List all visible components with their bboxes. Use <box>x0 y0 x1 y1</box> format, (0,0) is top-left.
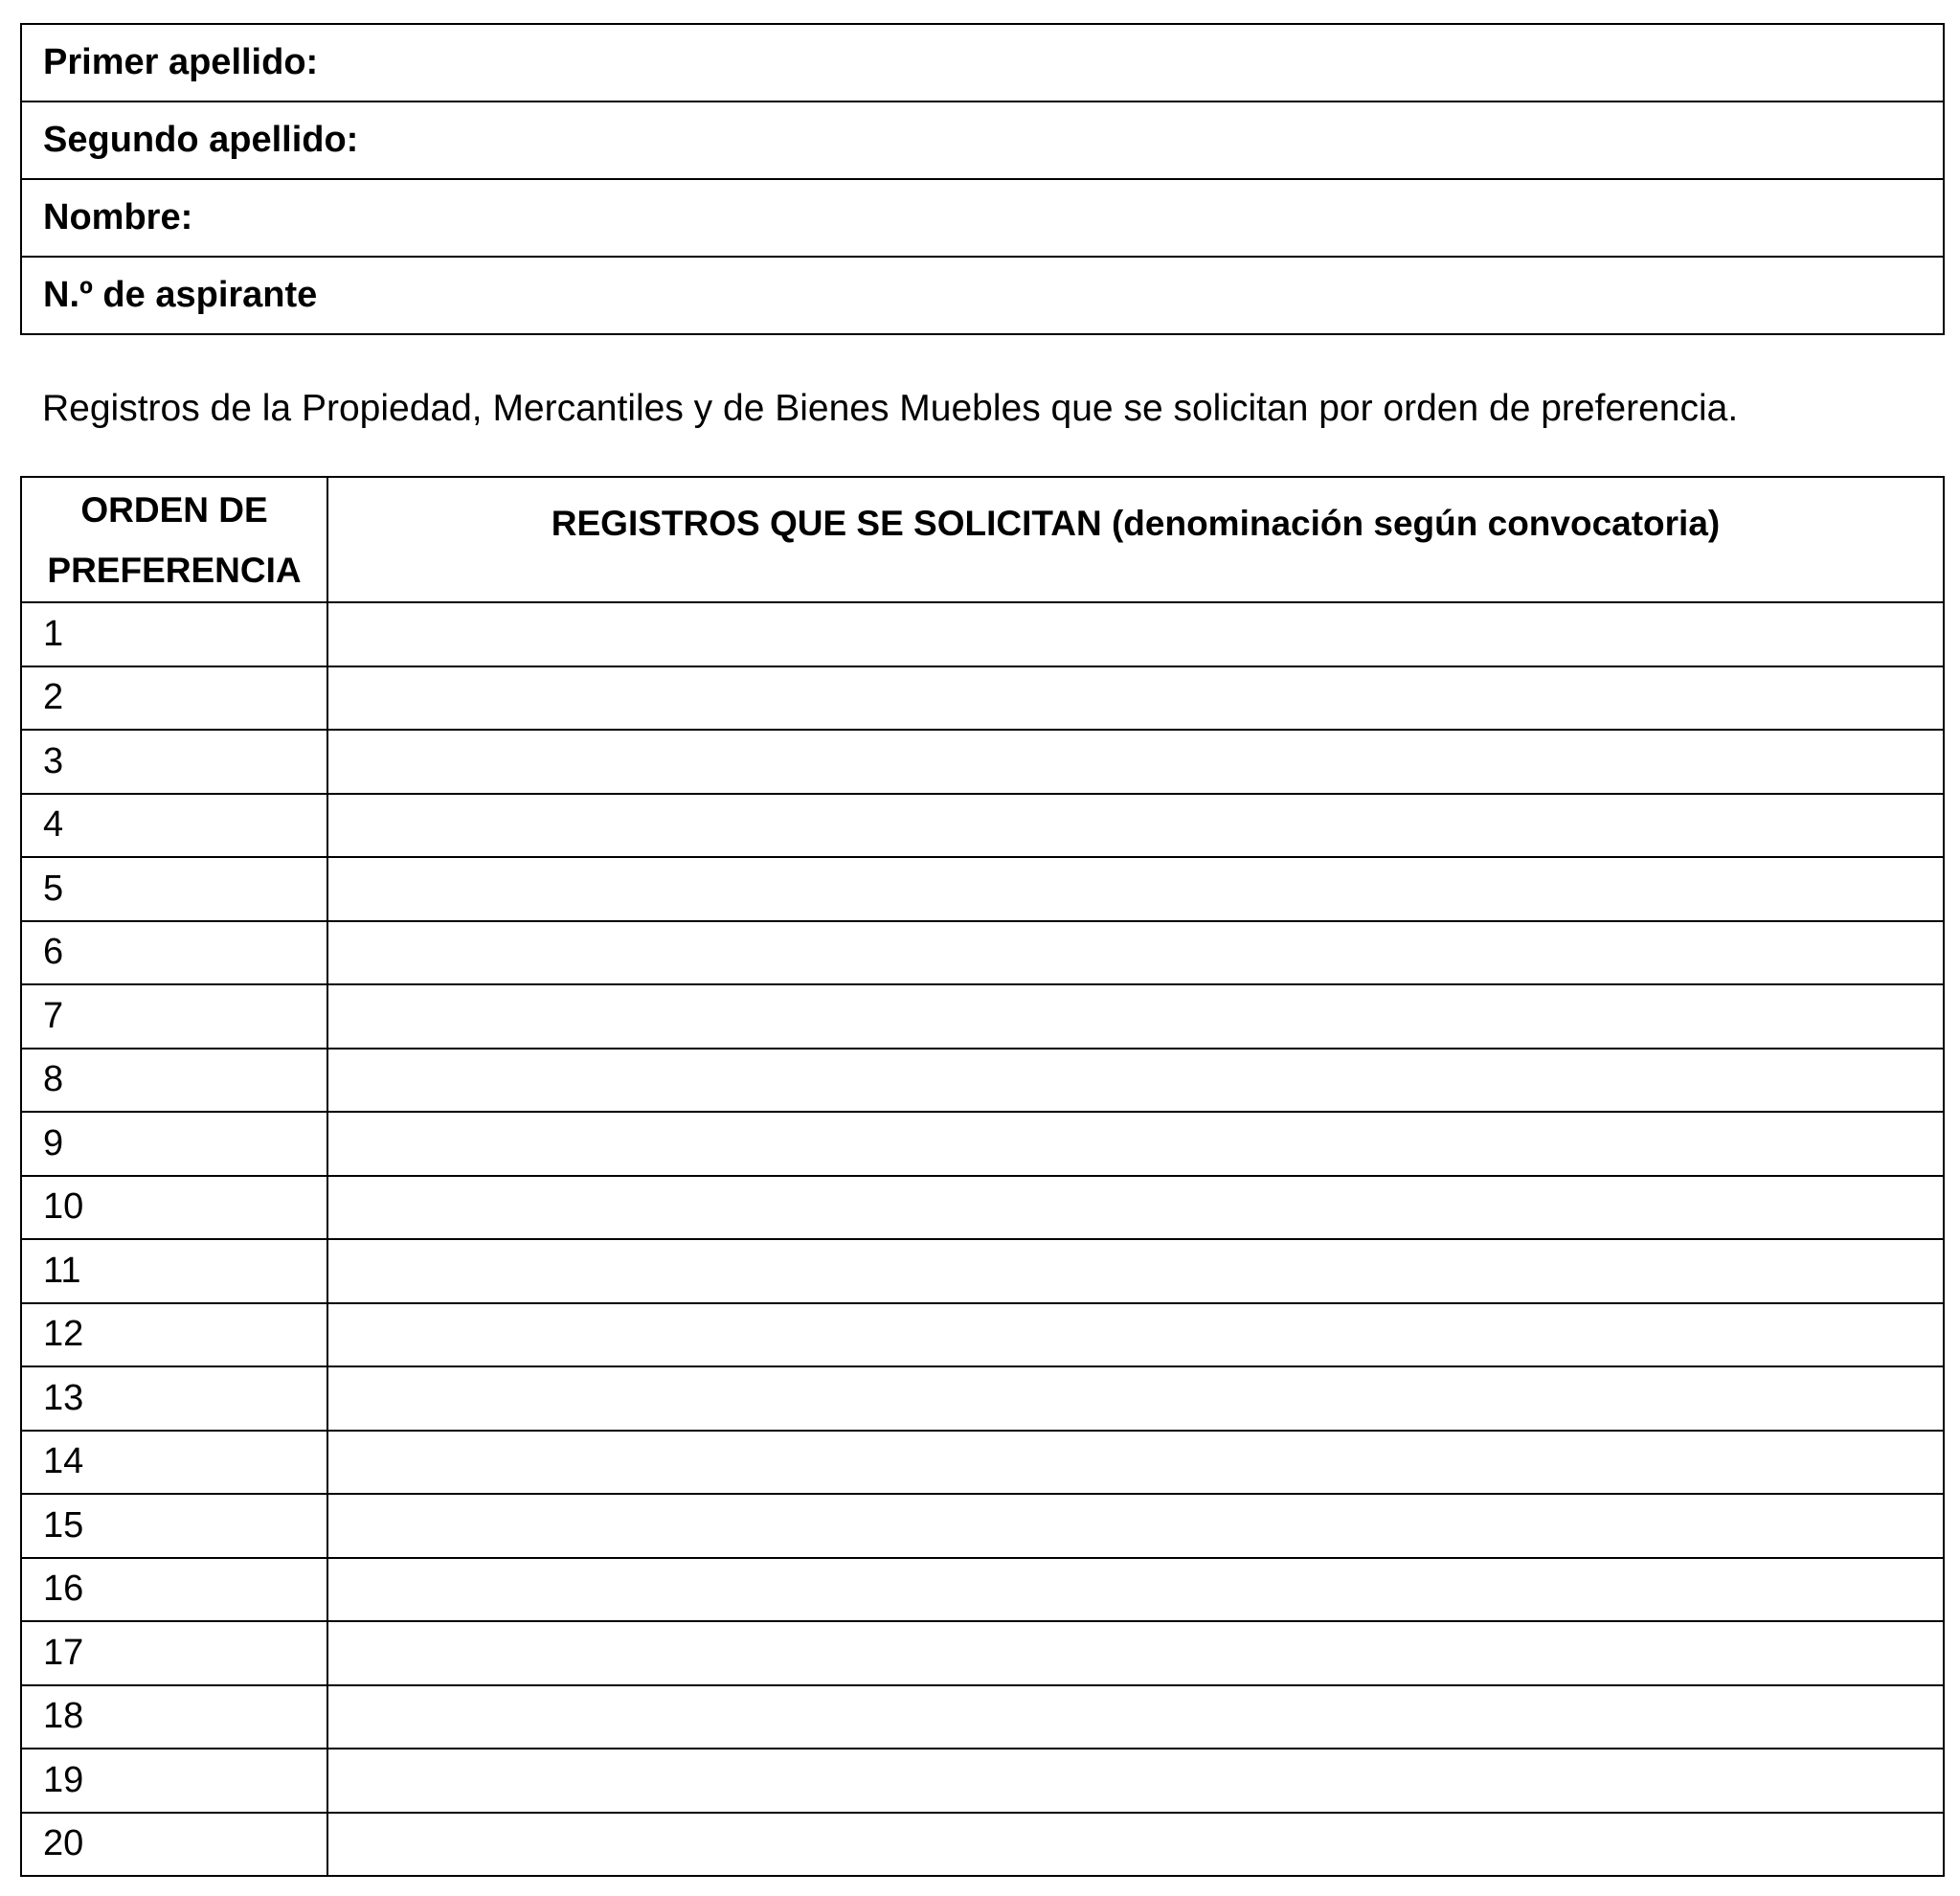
registry-entry-cell[interactable] <box>327 1813 1944 1877</box>
order-column-header <box>21 477 327 602</box>
registry-entry-cell[interactable] <box>327 1494 1944 1558</box>
order-number: 7 <box>21 984 327 1049</box>
table-row <box>21 1558 1944 1622</box>
name-row <box>21 179 1944 257</box>
order-number: 17 <box>21 1621 327 1685</box>
table-row <box>21 1049 1944 1113</box>
intro-text: Registros de la Propiedad, Mercantiles y de Bienes Muebles que se solicitan por orden de preferencia. <box>42 388 1739 429</box>
table-row <box>21 1621 1944 1685</box>
registry-entry-cell[interactable] <box>327 984 1944 1049</box>
order-number: 12 <box>21 1303 327 1367</box>
table-row <box>21 1749 1944 1813</box>
registry-entry-cell[interactable] <box>327 730 1944 794</box>
first-surname-label: Primer apellido: <box>43 42 319 82</box>
second-surname-row <box>21 102 1944 179</box>
registry-entry-cell[interactable] <box>327 1176 1944 1240</box>
order-header-line1: ORDEN DE <box>80 489 268 530</box>
first-surname-field[interactable] <box>21 24 1944 102</box>
registry-entry-cell[interactable] <box>327 794 1944 858</box>
second-surname-label: Segundo apellido: <box>43 120 359 160</box>
registry-entry-cell[interactable] <box>327 1685 1944 1749</box>
order-number: 18 <box>21 1685 327 1749</box>
registry-entry-cell[interactable] <box>327 1303 1944 1367</box>
table-row <box>21 984 1944 1049</box>
table-row <box>21 1112 1944 1176</box>
name-field[interactable] <box>21 179 1944 257</box>
order-number: 10 <box>21 1176 327 1240</box>
second-surname-field[interactable] <box>21 102 1944 179</box>
applicant-number-row <box>21 257 1944 334</box>
order-number: 14 <box>21 1431 327 1495</box>
order-number: 13 <box>21 1366 327 1431</box>
registry-entry-cell[interactable] <box>327 1558 1944 1622</box>
registry-entry-cell[interactable] <box>327 1431 1944 1495</box>
table-row <box>21 666 1944 731</box>
registry-entry-cell[interactable] <box>327 1049 1944 1113</box>
registry-entry-cell[interactable] <box>327 1366 1944 1431</box>
registry-entry-cell[interactable] <box>327 1239 1944 1303</box>
order-number: 20 <box>21 1813 327 1877</box>
order-number: 2 <box>21 666 327 731</box>
applicant-number-label: N.º de aspirante <box>43 275 318 315</box>
table-row <box>21 1431 1944 1495</box>
applicant-number-field[interactable] <box>21 257 1944 334</box>
table-row <box>21 794 1944 858</box>
table-row <box>21 1685 1944 1749</box>
order-number: 19 <box>21 1749 327 1813</box>
name-label: Nombre: <box>43 197 193 237</box>
order-number: 11 <box>21 1239 327 1303</box>
registry-entry-cell[interactable] <box>327 1621 1944 1685</box>
table-row <box>21 857 1944 921</box>
order-number: 5 <box>21 857 327 921</box>
table-row <box>21 730 1944 794</box>
table-row <box>21 921 1944 985</box>
order-number: 1 <box>21 602 327 666</box>
table-row <box>21 1494 1944 1558</box>
order-number: 15 <box>21 1494 327 1558</box>
table-row <box>21 1813 1944 1877</box>
table-row <box>21 1366 1944 1431</box>
table-row <box>21 1176 1944 1240</box>
order-number: 4 <box>21 794 327 858</box>
table-row <box>21 602 1944 666</box>
registry-entry-cell[interactable] <box>327 602 1944 666</box>
order-number: 9 <box>21 1112 327 1176</box>
registry-preference-table <box>20 476 1945 1877</box>
table-header-row <box>21 477 1944 602</box>
registry-entry-cell[interactable] <box>327 921 1944 985</box>
registry-column-header: REGISTROS QUE SE SOLICITAN (denominación según convocatoria) <box>327 477 1944 602</box>
order-number: 16 <box>21 1558 327 1622</box>
order-number: 8 <box>21 1049 327 1113</box>
table-row <box>21 1303 1944 1367</box>
order-number: 3 <box>21 730 327 794</box>
registry-entry-cell[interactable] <box>327 666 1944 731</box>
order-header-line2: PREFERENCIA <box>47 550 302 590</box>
registry-entry-cell[interactable] <box>327 1749 1944 1813</box>
table-row <box>21 1239 1944 1303</box>
registry-entry-cell[interactable] <box>327 1112 1944 1176</box>
registry-entry-cell[interactable] <box>327 857 1944 921</box>
applicant-data-table <box>20 23 1945 335</box>
order-number: 6 <box>21 921 327 985</box>
first-surname-row <box>21 24 1944 102</box>
